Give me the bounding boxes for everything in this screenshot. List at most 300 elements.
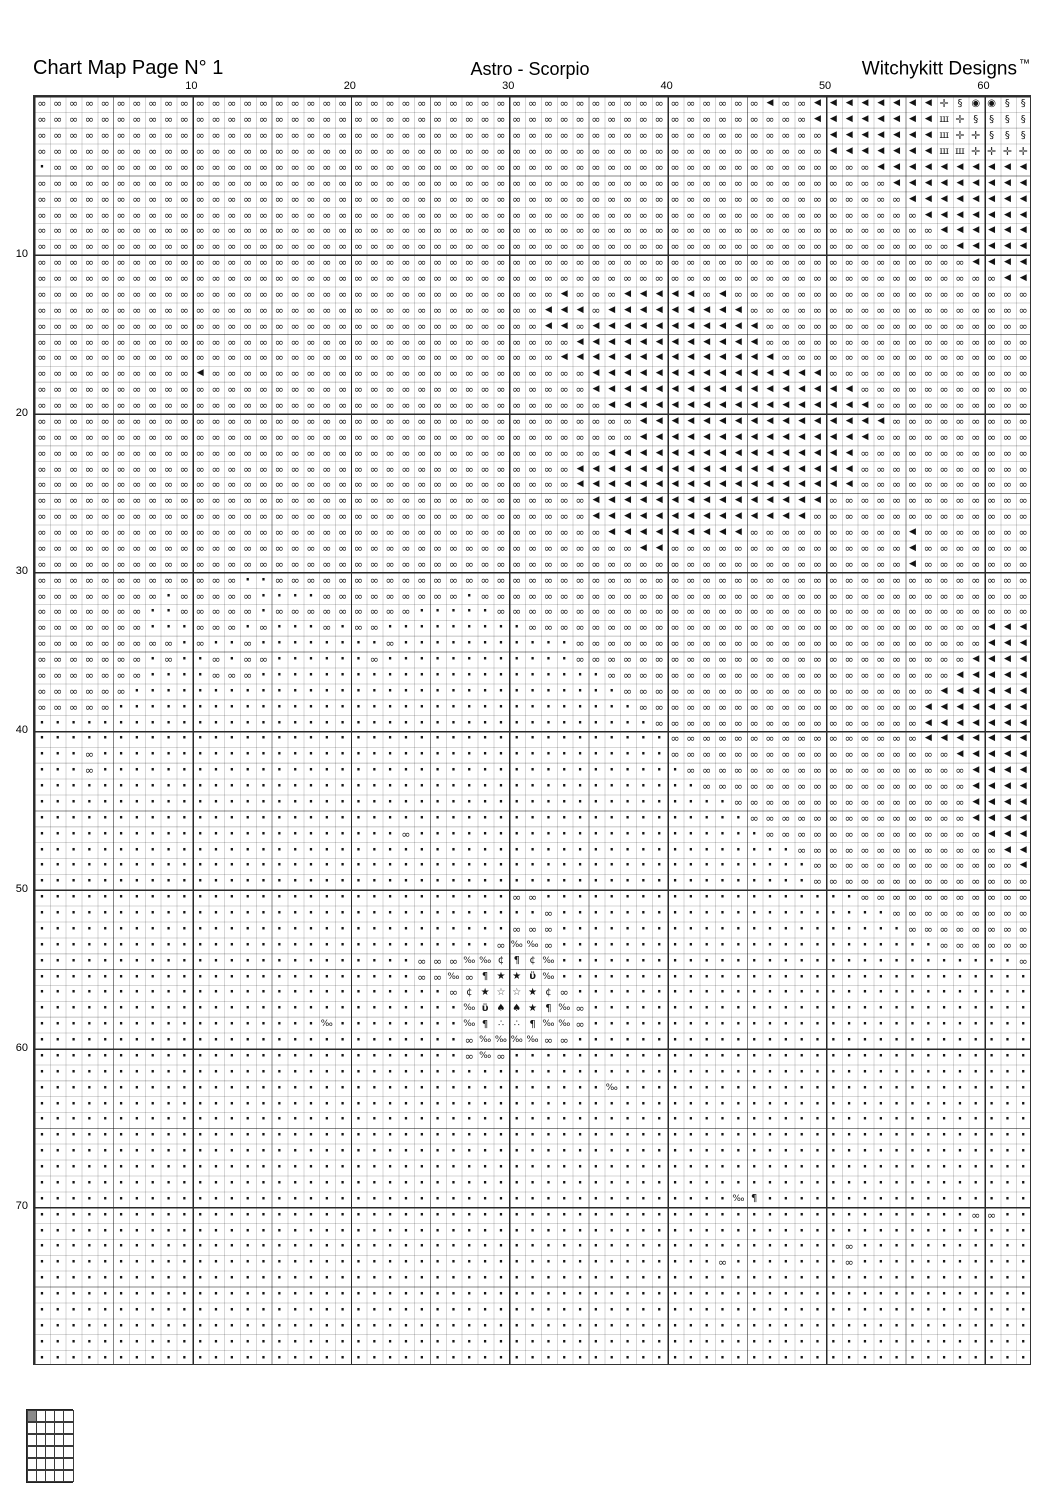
arrow-symbol-cell: ◀ — [734, 511, 742, 522]
dot-symbol-cell: · — [39, 1001, 45, 1017]
arrow-symbol-cell: ◀ — [687, 304, 695, 315]
infinity-symbol-cell: ∞ — [654, 113, 664, 127]
dot-symbol-cell: · — [181, 1112, 187, 1128]
infinity-symbol-cell: ∞ — [1002, 922, 1013, 936]
dot-symbol-cell: · — [656, 1080, 662, 1096]
dot-symbol-cell: · — [71, 1144, 77, 1160]
dot-symbol-cell: · — [134, 874, 140, 890]
infinity-symbol-cell: ∞ — [385, 605, 395, 619]
dot-symbol-cell: · — [989, 1175, 995, 1191]
infinity-symbol-cell: ∞ — [702, 621, 712, 635]
dot-symbol-cell: · — [894, 1064, 900, 1080]
arrow-symbol-cell: ◀ — [624, 479, 632, 490]
dot-symbol-cell: · — [1020, 969, 1026, 985]
infinity-symbol-cell: ∞ — [243, 494, 253, 508]
infinity-symbol-cell: ∞ — [258, 287, 269, 301]
dot-symbol-cell: · — [261, 779, 266, 795]
permille-symbol-cell: ‰ — [494, 1035, 507, 1046]
dot-symbol-cell: · — [261, 1080, 266, 1096]
arrow-symbol-cell: ◀ — [956, 669, 964, 680]
infinity-symbol-cell: ∞ — [100, 319, 110, 333]
dot-symbol-cell: · — [150, 652, 156, 668]
dot-symbol-cell: · — [308, 842, 314, 858]
dot-symbol-cell: · — [356, 842, 361, 858]
dot-symbol-cell: · — [704, 794, 710, 810]
infinity-symbol-cell: ∞ — [812, 129, 823, 143]
dot-symbol-cell: · — [197, 810, 203, 826]
infinity-symbol-cell: ∞ — [338, 589, 348, 603]
dot-symbol-cell: · — [767, 842, 773, 858]
infinity-symbol-cell: ∞ — [433, 240, 443, 254]
infinity-symbol-cell: ∞ — [892, 573, 902, 587]
arrow-symbol-cell: ◀ — [624, 368, 632, 379]
infinity-symbol-cell: ∞ — [258, 129, 269, 143]
dot-symbol-cell: · — [387, 842, 393, 858]
arrow-symbol-cell: ◀ — [639, 400, 647, 411]
dot-symbol-cell: · — [941, 1239, 947, 1255]
infinity-symbol-cell: ∞ — [100, 541, 110, 555]
arrow-symbol-cell: ◀ — [972, 812, 980, 823]
row-label-30: 30 — [15, 565, 28, 578]
infinity-symbol-cell: ∞ — [369, 113, 379, 127]
star-filled-symbol-cell: ★ — [480, 986, 490, 998]
infinity-symbol-cell: ∞ — [717, 621, 728, 635]
cent-symbol-cell: ¢ — [529, 955, 536, 967]
infinity-symbol-cell: ∞ — [907, 907, 918, 921]
infinity-symbol-cell: ∞ — [512, 97, 522, 111]
dot-symbol-cell: · — [403, 1160, 409, 1176]
infinity-symbol-cell: ∞ — [68, 399, 79, 413]
dot-symbol-cell: · — [308, 1207, 314, 1223]
infinity-symbol-cell: ∞ — [179, 414, 189, 428]
infinity-symbol-cell: ∞ — [512, 367, 522, 381]
pilcrow-symbol-cell: ¶ — [481, 971, 489, 983]
arrow-symbol-cell: ◀ — [703, 479, 711, 490]
dot-symbol-cell: · — [39, 731, 45, 747]
dot-symbol-cell: · — [688, 1239, 694, 1255]
infinity-symbol-cell: ∞ — [828, 541, 838, 555]
dot-symbol-cell: · — [672, 1080, 678, 1096]
dot-symbol-cell: · — [530, 1112, 536, 1128]
dot-symbol-cell: · — [371, 842, 377, 858]
dot-symbol-cell: · — [878, 1048, 884, 1064]
dot-symbol-cell: · — [530, 763, 536, 779]
infinity-symbol-cell: ∞ — [638, 557, 648, 571]
infinity-symbol-cell: ∞ — [53, 668, 63, 682]
infinity-symbol-cell: ∞ — [907, 668, 918, 682]
infinity-symbol-cell: ∞ — [607, 637, 617, 651]
infinity-symbol-cell: ∞ — [148, 272, 158, 286]
infinity-symbol-cell: ∞ — [892, 541, 902, 555]
dot-symbol-cell: · — [498, 1191, 504, 1207]
arrow-symbol-cell: ◀ — [972, 225, 980, 236]
arrow-symbol-cell: ◀ — [639, 511, 647, 522]
dot-symbol-cell: · — [102, 921, 108, 937]
infinity-symbol-cell: ∞ — [53, 113, 63, 127]
infinity-symbol-cell: ∞ — [480, 129, 490, 143]
infinity-symbol-cell: ∞ — [290, 494, 300, 508]
dot-symbol-cell: · — [925, 1255, 931, 1271]
dot-symbol-cell: · — [783, 1001, 789, 1017]
infinity-symbol-cell: ∞ — [211, 208, 221, 222]
infinity-symbol-cell: ∞ — [274, 414, 284, 428]
infinity-symbol-cell: ∞ — [338, 287, 348, 301]
dot-symbol-cell: · — [751, 858, 757, 874]
infinity-symbol-cell: ∞ — [939, 430, 949, 444]
infinity-symbol-cell: ∞ — [828, 811, 838, 825]
dot-symbol-cell: · — [561, 1239, 567, 1255]
infinity-symbol-cell: ∞ — [448, 510, 459, 524]
infinity-symbol-cell: ∞ — [68, 335, 79, 349]
dot-symbol-cell: · — [846, 1033, 852, 1049]
infinity-symbol-cell: ∞ — [1002, 287, 1013, 301]
dot-symbol-cell: · — [625, 1048, 631, 1064]
dot-symbol-cell: · — [720, 1048, 725, 1064]
infinity-symbol-cell: ∞ — [433, 351, 443, 365]
dot-symbol-cell: · — [134, 1048, 140, 1064]
infinity-symbol-cell: ∞ — [227, 478, 237, 492]
infinity-symbol-cell: ∞ — [496, 414, 506, 428]
dot-symbol-cell: · — [530, 731, 536, 747]
dot-symbol-cell: · — [39, 1096, 45, 1112]
chart-row — [34, 96, 1030, 112]
dot-symbol-cell: · — [324, 810, 330, 826]
infinity-symbol-cell: ∞ — [274, 287, 284, 301]
infinity-symbol-cell: ∞ — [717, 176, 728, 190]
infinity-symbol-cell: ∞ — [243, 97, 253, 111]
infinity-symbol-cell: ∞ — [717, 1256, 728, 1270]
infinity-symbol-cell: ∞ — [1002, 589, 1013, 603]
dot-symbol-cell: · — [735, 1017, 741, 1033]
infinity-symbol-cell: ∞ — [907, 653, 918, 667]
chart-row — [34, 985, 1030, 1001]
infinity-symbol-cell: ∞ — [338, 192, 348, 206]
dot-symbol-cell: · — [783, 1223, 789, 1239]
dot-symbol-cell: · — [720, 1080, 725, 1096]
dot-symbol-cell: · — [783, 1128, 789, 1144]
infinity-symbol-cell: ∞ — [211, 224, 221, 238]
infinity-symbol-cell: ∞ — [923, 272, 933, 286]
dot-symbol-cell: · — [593, 1223, 599, 1239]
infinity-symbol-cell: ∞ — [939, 811, 949, 825]
infinity-symbol-cell: ∞ — [37, 208, 47, 222]
dot-symbol-cell: · — [878, 969, 884, 985]
infinity-symbol-cell: ∞ — [907, 859, 918, 873]
dot-symbol-cell: · — [783, 1144, 789, 1160]
dot-symbol-cell: · — [166, 1112, 172, 1128]
arrow-symbol-cell: ◀ — [829, 400, 837, 411]
dot-symbol-cell: · — [593, 683, 599, 699]
dot-symbol-cell: · — [261, 1033, 266, 1049]
dot-symbol-cell: · — [197, 1128, 203, 1144]
dot-symbol-cell: · — [609, 826, 615, 842]
dot-symbol-cell: · — [39, 715, 45, 731]
dot-symbol-cell: · — [324, 1207, 330, 1223]
infinity-symbol-cell: ∞ — [163, 192, 174, 206]
dot-symbol-cell: · — [419, 921, 425, 937]
dot-symbol-cell: · — [213, 1271, 219, 1287]
arrow-symbol-cell: ◀ — [560, 288, 568, 299]
dot-symbol-cell: · — [625, 810, 631, 826]
dot-symbol-cell: · — [356, 921, 361, 937]
infinity-symbol-cell: ∞ — [274, 557, 284, 571]
arrow-symbol-cell: ◀ — [687, 495, 695, 506]
infinity-symbol-cell: ∞ — [528, 494, 538, 508]
arrow-symbol-cell: ◀ — [592, 320, 600, 331]
arrow-symbol-cell: ◀ — [782, 495, 790, 506]
infinity-symbol-cell: ∞ — [860, 510, 870, 524]
dot-symbol-cell: · — [150, 1255, 156, 1271]
infinity-symbol-cell: ∞ — [1018, 922, 1028, 936]
infinity-symbol-cell: ∞ — [100, 256, 110, 270]
infinity-symbol-cell: ∞ — [955, 367, 965, 381]
dot-symbol-cell: · — [308, 731, 314, 747]
dot-symbol-cell: · — [324, 1160, 330, 1176]
infinity-symbol-cell: ∞ — [417, 414, 427, 428]
dot-symbol-cell: · — [545, 890, 551, 906]
dot-symbol-cell: · — [656, 985, 662, 1001]
dot-symbol-cell: · — [340, 731, 346, 747]
dot-symbol-cell: · — [625, 874, 631, 890]
dot-symbol-cell: · — [86, 1096, 92, 1112]
infinity-symbol-cell: ∞ — [496, 303, 506, 317]
infinity-symbol-cell: ∞ — [227, 208, 237, 222]
dot-symbol-cell: · — [862, 906, 868, 922]
arrow-symbol-cell: ◀ — [671, 463, 679, 474]
row-label-50: 50 — [15, 882, 28, 895]
dot-symbol-cell: · — [514, 1160, 520, 1176]
dot-symbol-cell: · — [704, 1207, 710, 1223]
infinity-symbol-cell: ∞ — [53, 494, 63, 508]
dot-symbol-cell: · — [134, 969, 140, 985]
infinity-symbol-cell: ∞ — [686, 637, 696, 651]
infinity-symbol-cell: ∞ — [84, 367, 94, 381]
infinity-symbol-cell: ∞ — [37, 319, 47, 333]
dot-symbol-cell: · — [276, 1191, 282, 1207]
dot-symbol-cell: · — [245, 763, 251, 779]
dot-symbol-cell: · — [324, 890, 330, 906]
infinity-symbol-cell: ∞ — [84, 383, 94, 397]
infinity-symbol-cell: ∞ — [417, 954, 427, 968]
dot-symbol-cell: · — [118, 1239, 124, 1255]
infinity-symbol-cell: ∞ — [765, 811, 775, 825]
infinity-symbol-cell: ∞ — [686, 272, 696, 286]
infinity-symbol-cell: ∞ — [1002, 938, 1013, 952]
infinity-symbol-cell: ∞ — [575, 176, 585, 190]
dot-symbol-cell: · — [245, 715, 251, 731]
infinity-symbol-cell: ∞ — [227, 383, 237, 397]
infinity-symbol-cell: ∞ — [543, 224, 553, 238]
infinity-symbol-cell: ∞ — [132, 208, 142, 222]
infinity-symbol-cell: ∞ — [53, 208, 63, 222]
arrow-symbol-cell: ◀ — [940, 733, 948, 744]
dot-symbol-cell: · — [340, 1239, 346, 1255]
infinity-symbol-cell: ∞ — [828, 573, 838, 587]
infinity-symbol-cell: ∞ — [353, 557, 364, 571]
dot-symbol-cell: · — [1020, 1271, 1026, 1287]
infinity-symbol-cell: ∞ — [781, 192, 791, 206]
dot-symbol-cell: · — [830, 1144, 836, 1160]
infinity-symbol-cell: ∞ — [464, 224, 474, 238]
dot-symbol-cell: · — [815, 1033, 820, 1049]
infinity-symbol-cell: ∞ — [1018, 303, 1028, 317]
dot-symbol-cell: · — [925, 1112, 931, 1128]
infinity-symbol-cell: ∞ — [717, 208, 728, 222]
dot-symbol-cell: · — [561, 1207, 567, 1223]
dot-symbol-cell: · — [39, 1033, 45, 1049]
infinity-symbol-cell: ∞ — [179, 494, 189, 508]
dot-symbol-cell: · — [276, 652, 282, 668]
dot-symbol-cell: · — [245, 1080, 251, 1096]
infinity-symbol-cell: ∞ — [781, 176, 791, 190]
dot-symbol-cell: · — [925, 1001, 931, 1017]
dot-symbol-cell: · — [213, 794, 219, 810]
infinity-symbol-cell: ∞ — [480, 478, 490, 492]
infinity-symbol-cell: ∞ — [433, 557, 443, 571]
infinity-symbol-cell: ∞ — [828, 716, 838, 730]
infinity-symbol-cell: ∞ — [512, 478, 522, 492]
infinity-symbol-cell: ∞ — [322, 176, 332, 190]
infinity-symbol-cell: ∞ — [512, 224, 522, 238]
infinity-symbol-cell: ∞ — [955, 256, 965, 270]
infinity-symbol-cell: ∞ — [227, 97, 237, 111]
infinity-symbol-cell: ∞ — [543, 208, 553, 222]
infinity-symbol-cell: ∞ — [971, 462, 981, 476]
dot-symbol-cell: · — [593, 858, 599, 874]
dot-symbol-cell: · — [387, 1112, 393, 1128]
dot-symbol-cell: · — [356, 1175, 361, 1191]
infinity-symbol-cell: ∞ — [781, 621, 791, 635]
dot-symbol-cell: · — [973, 1112, 979, 1128]
infinity-symbol-cell: ∞ — [100, 684, 110, 698]
infinity-symbol-cell: ∞ — [828, 668, 838, 682]
arrow-symbol-cell: ◀ — [719, 447, 726, 458]
infinity-symbol-cell: ∞ — [670, 224, 680, 238]
infinity-symbol-cell: ∞ — [417, 208, 427, 222]
dot-symbol-cell: · — [371, 747, 377, 763]
dot-symbol-cell: · — [245, 1223, 251, 1239]
dot-symbol-cell: · — [181, 858, 187, 874]
dot-symbol-cell: · — [909, 1160, 915, 1176]
dot-symbol-cell: · — [419, 1017, 425, 1033]
dot-symbol-cell: · — [387, 1223, 393, 1239]
infinity-symbol-cell: ∞ — [955, 494, 965, 508]
dot-symbol-cell: · — [751, 1302, 757, 1318]
dot-symbol-cell: · — [324, 1302, 330, 1318]
dot-symbol-cell: · — [577, 985, 583, 1001]
dot-symbol-cell: · — [498, 1144, 504, 1160]
dot-symbol-cell: · — [308, 1048, 314, 1064]
dot-symbol-cell: · — [229, 1033, 235, 1049]
dot-symbol-cell: · — [261, 763, 266, 779]
dot-symbol-cell: · — [625, 1128, 631, 1144]
infinity-symbol-cell: ∞ — [702, 732, 712, 746]
dot-symbol-cell: · — [292, 652, 298, 668]
infinity-symbol-cell: ∞ — [179, 367, 189, 381]
dot-symbol-cell: · — [799, 1191, 805, 1207]
infinity-symbol-cell: ∞ — [195, 303, 205, 317]
dot-symbol-cell: · — [609, 1001, 615, 1017]
infinity-symbol-cell: ∞ — [987, 541, 997, 555]
infinity-symbol-cell: ∞ — [828, 684, 838, 698]
dot-symbol-cell: · — [102, 1191, 108, 1207]
dot-symbol-cell: · — [324, 1048, 330, 1064]
dot-symbol-cell: · — [846, 1191, 852, 1207]
dot-symbol-cell: · — [656, 826, 662, 842]
infinity-symbol-cell: ∞ — [1018, 954, 1028, 968]
dot-symbol-cell: · — [609, 683, 615, 699]
dot-symbol-cell: · — [1004, 1255, 1010, 1271]
infinity-symbol-cell: ∞ — [480, 351, 490, 365]
dot-symbol-cell: · — [609, 1017, 615, 1033]
infinity-symbol-cell: ∞ — [148, 446, 158, 460]
infinity-symbol-cell: ∞ — [258, 224, 269, 238]
infinity-symbol-cell: ∞ — [844, 748, 854, 762]
infinity-symbol-cell: ∞ — [369, 319, 379, 333]
infinity-symbol-cell: ∞ — [876, 399, 886, 413]
infinity-symbol-cell: ∞ — [37, 176, 47, 190]
infinity-symbol-cell: ∞ — [923, 859, 933, 873]
dot-symbol-cell: · — [498, 636, 504, 652]
infinity-symbol-cell: ∞ — [322, 605, 332, 619]
infinity-symbol-cell: ∞ — [702, 113, 712, 127]
infinity-symbol-cell: ∞ — [622, 240, 633, 254]
infinity-symbol-cell: ∞ — [876, 319, 886, 333]
infinity-symbol-cell: ∞ — [227, 668, 237, 682]
dot-symbol-cell: · — [941, 1096, 947, 1112]
dot-symbol-cell: · — [419, 763, 425, 779]
infinity-symbol-cell: ∞ — [1002, 510, 1013, 524]
dot-symbol-cell: · — [356, 763, 361, 779]
dot-symbol-cell: · — [324, 1223, 330, 1239]
infinity-symbol-cell: ∞ — [179, 462, 189, 476]
dot-symbol-cell: · — [39, 921, 45, 937]
dot-symbol-cell: · — [356, 699, 361, 715]
infinity-symbol-cell: ∞ — [812, 176, 823, 190]
dot-symbol-cell: · — [134, 1033, 140, 1049]
infinity-symbol-cell: ∞ — [923, 240, 933, 254]
infinity-symbol-cell: ∞ — [559, 510, 569, 524]
dot-symbol-cell: · — [941, 1064, 947, 1080]
infinity-symbol-cell: ∞ — [353, 208, 364, 222]
dot-symbol-cell: · — [609, 1112, 615, 1128]
infinity-symbol-cell: ∞ — [749, 129, 759, 143]
dot-symbol-cell: · — [514, 1255, 520, 1271]
infinity-symbol-cell: ∞ — [132, 510, 142, 524]
dot-symbol-cell: · — [957, 1302, 963, 1318]
dot-symbol-cell: · — [593, 953, 599, 969]
dot-symbol-cell: · — [229, 874, 235, 890]
dot-symbol-cell: · — [593, 731, 599, 747]
dot-symbol-cell: · — [71, 747, 77, 763]
arrow-symbol-cell: ◀ — [624, 511, 632, 522]
infinity-symbol-cell: ∞ — [955, 446, 965, 460]
dot-symbol-cell: · — [846, 1001, 852, 1017]
dot-symbol-cell: · — [181, 1017, 187, 1033]
dot-symbol-cell: · — [909, 1271, 915, 1287]
dot-symbol-cell: · — [767, 1144, 773, 1160]
dot-symbol-cell: · — [941, 1112, 947, 1128]
infinity-symbol-cell: ∞ — [116, 605, 126, 619]
permille-symbol-cell: ‰ — [605, 1082, 618, 1093]
dot-symbol-cell: · — [340, 620, 346, 636]
dot-symbol-cell: · — [815, 921, 820, 937]
dot-symbol-cell: · — [356, 731, 361, 747]
dot-symbol-cell: · — [450, 826, 456, 842]
infinity-symbol-cell: ∞ — [591, 541, 601, 555]
dot-symbol-cell: · — [878, 1255, 884, 1271]
infinity-symbol-cell: ∞ — [559, 240, 569, 254]
